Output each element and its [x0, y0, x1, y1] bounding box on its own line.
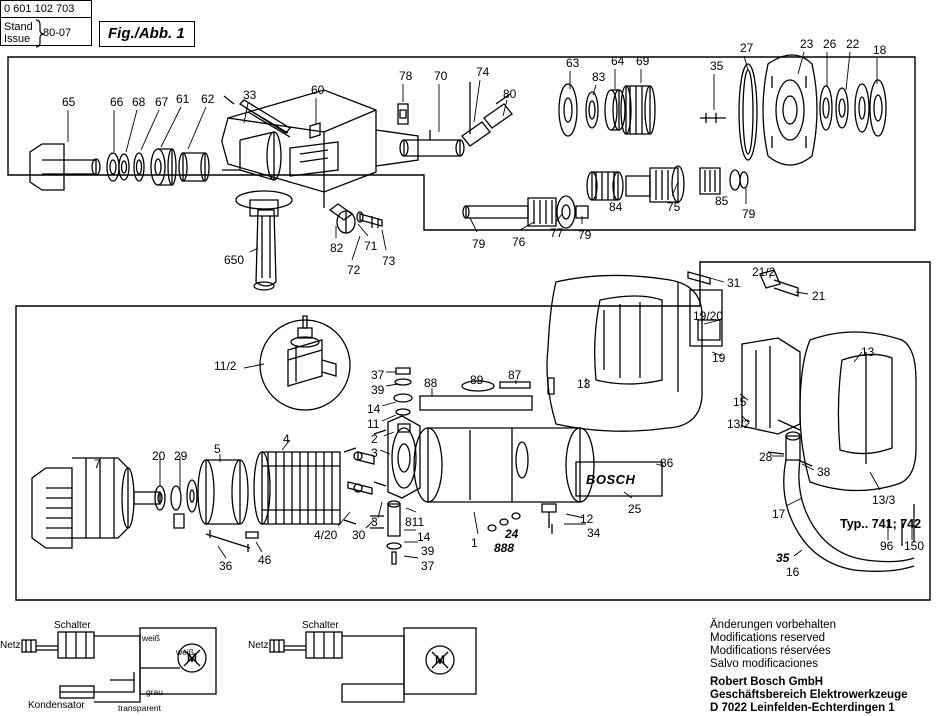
callout: 27: [740, 41, 754, 55]
issue-date: 80-07: [43, 27, 72, 39]
callout: 20: [152, 449, 166, 463]
nameplate-brand: BOSCH: [586, 472, 636, 487]
callout: 1: [471, 536, 478, 550]
callout: 35: [776, 551, 790, 565]
callout: 39: [371, 383, 385, 397]
callout: 38: [817, 465, 831, 479]
wiring-left-motor-label: M: [187, 651, 197, 665]
callout: 68: [132, 95, 146, 109]
stand-label: Stand: [4, 21, 33, 33]
callout: 69: [636, 54, 650, 68]
callout: 13/2: [727, 417, 751, 431]
footer-note-de: Änderungen vorbehalten: [710, 619, 836, 631]
callout: 72: [347, 263, 361, 277]
callout: 15: [733, 395, 747, 409]
callout: 23: [800, 37, 814, 51]
callout: 11/2: [214, 359, 237, 373]
callout: 2: [371, 432, 378, 446]
callout: 4/20: [314, 528, 338, 542]
callout: 71: [364, 239, 378, 253]
callout: 37: [371, 368, 385, 382]
footer-note-en: Modifications reserved: [710, 632, 826, 644]
callout: 4: [283, 432, 290, 446]
callout: 12: [580, 512, 594, 526]
callout: 11: [367, 417, 380, 431]
callout: 19/20: [693, 309, 724, 323]
callout: 67: [155, 95, 169, 109]
callout: 21/2: [752, 265, 776, 279]
callout: 46: [258, 553, 272, 567]
callout: 7: [94, 457, 101, 471]
wiring-right-motor-label: M: [435, 653, 445, 667]
callout: 73: [382, 254, 396, 268]
callout: 75: [667, 200, 681, 214]
callout: 13: [577, 377, 591, 391]
callout: 25: [628, 502, 642, 516]
callout: 21: [812, 289, 826, 303]
callout: 3: [371, 446, 378, 460]
callout: 76: [512, 235, 526, 249]
callout: 37: [421, 559, 435, 573]
callout: 82: [330, 241, 344, 255]
callout: 888: [494, 541, 515, 555]
footer-note-es: Salvo modificaciones: [710, 658, 819, 670]
callout: 17: [772, 507, 786, 521]
callout: 14: [417, 530, 431, 544]
callout: 3: [371, 515, 378, 529]
callout: 87: [508, 368, 522, 382]
wiring-left-wire-grau: grau: [146, 687, 164, 697]
callout: 36: [219, 559, 233, 573]
callout: 79: [578, 228, 592, 242]
footer-company-address: D 7022 Leinfelden-Echterdingen 1: [710, 702, 895, 714]
callout: 85: [715, 194, 729, 208]
callout: 31: [727, 276, 741, 290]
type-label: Typ.. 741; 742: [840, 517, 922, 531]
wiring-right-mains-label: Netz: [248, 640, 269, 651]
wiring-left-switch-label: Schalter: [54, 620, 91, 631]
callout: 66: [110, 95, 124, 109]
callout: 14: [367, 402, 381, 416]
callout: 39: [421, 544, 435, 558]
callout: 80: [503, 87, 517, 101]
callout: 19: [712, 351, 726, 365]
wiring-left-wire-weiss-2: weiß: [176, 647, 194, 657]
footer-company-name: Robert Bosch GmbH: [710, 676, 824, 688]
callout: 83: [592, 70, 606, 84]
callout: 30: [352, 528, 366, 542]
callout: 77: [550, 226, 564, 240]
callout: 79: [742, 207, 756, 221]
callout: 79: [472, 237, 486, 251]
callout: 74: [476, 65, 490, 79]
callout: 61: [176, 92, 190, 106]
issue-label: Issue: [4, 33, 31, 45]
footer-company-division: Geschäftsbereich Elektrowerkzeuge: [710, 689, 908, 701]
callout: 650: [224, 253, 245, 267]
callout: 62: [201, 92, 215, 106]
callout: 78: [399, 69, 413, 83]
callout: 86: [660, 456, 674, 470]
wiring-left-mains-label: Netz: [0, 640, 21, 651]
callout: 5: [214, 442, 221, 456]
callout: 29: [174, 449, 188, 463]
callout: 63: [566, 56, 580, 70]
figure-label: Fig./Abb. 1: [99, 21, 195, 47]
callout: 26: [823, 37, 837, 51]
wiring-left-wire-transparent: transparent: [118, 703, 161, 713]
wiring-left-capacitor-label: Kondensator: [28, 700, 85, 711]
callout: 35: [710, 59, 724, 73]
callout: 88: [424, 376, 438, 390]
callout: 13: [861, 345, 875, 359]
callout: 22: [846, 37, 860, 51]
callout: 18: [873, 43, 887, 57]
wiring-right-switch-label: Schalter: [302, 620, 339, 631]
callout: 96: [880, 539, 894, 553]
callout: 65: [62, 95, 76, 109]
part-number: 0 601 102 703: [4, 3, 75, 15]
callout: 150: [904, 539, 925, 553]
callout: 84: [609, 200, 623, 214]
callout: 28: [759, 450, 773, 464]
callout: 24: [505, 527, 519, 541]
wiring-left-wire-weiss-1: weiß: [142, 633, 160, 643]
callout: 64: [611, 54, 625, 68]
footer-note-fr: Modifications réservées: [710, 645, 831, 657]
callout: 89: [470, 373, 484, 387]
callout: 811: [405, 515, 425, 529]
callout: 70: [434, 69, 448, 83]
callout: 13/3: [872, 493, 896, 507]
callout: 33: [243, 88, 257, 102]
callout: 60: [311, 83, 325, 97]
callout: 34: [587, 526, 601, 540]
callout: 16: [786, 565, 800, 579]
